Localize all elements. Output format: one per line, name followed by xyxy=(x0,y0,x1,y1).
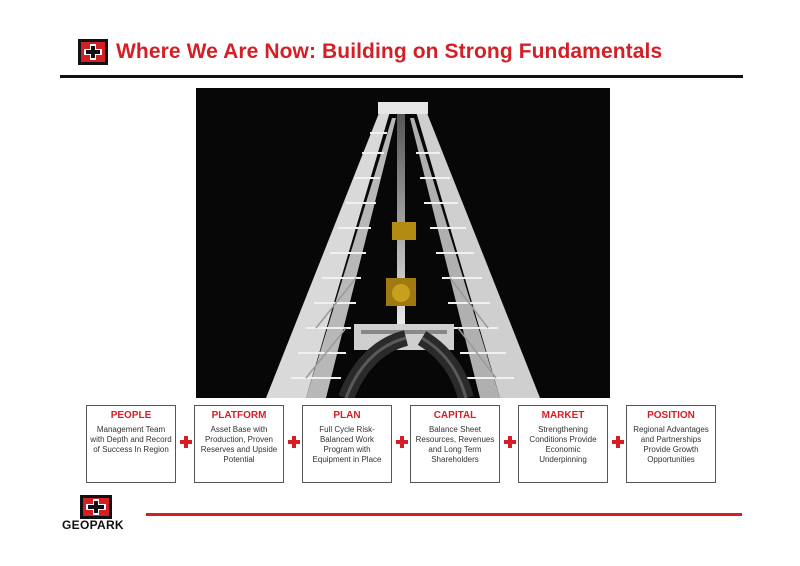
plus-icon xyxy=(504,436,516,448)
brand-wordmark: GEOPARK xyxy=(62,518,124,532)
pillar-card-position xyxy=(626,405,716,483)
pillar-title: PEOPLE xyxy=(110,410,152,421)
pillar-text: Balance Sheet Resources, Revenues and Long Term Shareholders xyxy=(415,425,495,464)
pillar-card-plan xyxy=(302,405,392,483)
pillar-text: Regional Advantages and Partnerships Provide Growth Opportunities xyxy=(633,425,709,464)
title-divider xyxy=(60,75,743,78)
pillar-card-people xyxy=(86,405,176,483)
pillar-card-platform xyxy=(194,405,284,483)
plus-icon xyxy=(288,436,300,448)
pillar-title: CAPITAL xyxy=(433,410,477,421)
page-title: Where We Are Now: Building on Strong Fundamentals xyxy=(116,40,663,63)
pillar-text: Asset Base with Production, Proven Reserves and Upside Potential xyxy=(200,425,278,464)
drilling-rig-photo xyxy=(196,88,610,398)
pillar-title: PLATFORM xyxy=(211,410,267,421)
pillar-title: PLAN xyxy=(333,410,361,421)
geopark-logo-icon xyxy=(78,39,108,65)
pillar-title: MARKET xyxy=(541,410,585,421)
pillar-card-capital xyxy=(410,405,500,483)
pillar-text: Full Cycle Risk-Balanced Work Program with Equipment in Place xyxy=(312,425,382,464)
drilling-rig-tower-icon xyxy=(196,88,610,398)
pillar-title: POSITION xyxy=(647,410,695,421)
plus-icon xyxy=(396,436,408,448)
slide-header xyxy=(78,36,662,68)
plus-icon xyxy=(180,436,192,448)
pillar-card-market xyxy=(518,405,608,483)
plus-icon xyxy=(612,436,624,448)
pillar-text: Management Team with Depth and Record of Success In Region xyxy=(90,425,172,454)
pillar-text: Strengthening Conditions Provide Economic Underpinning xyxy=(529,425,597,464)
footer-divider xyxy=(146,513,742,516)
pillars-row xyxy=(86,405,722,483)
